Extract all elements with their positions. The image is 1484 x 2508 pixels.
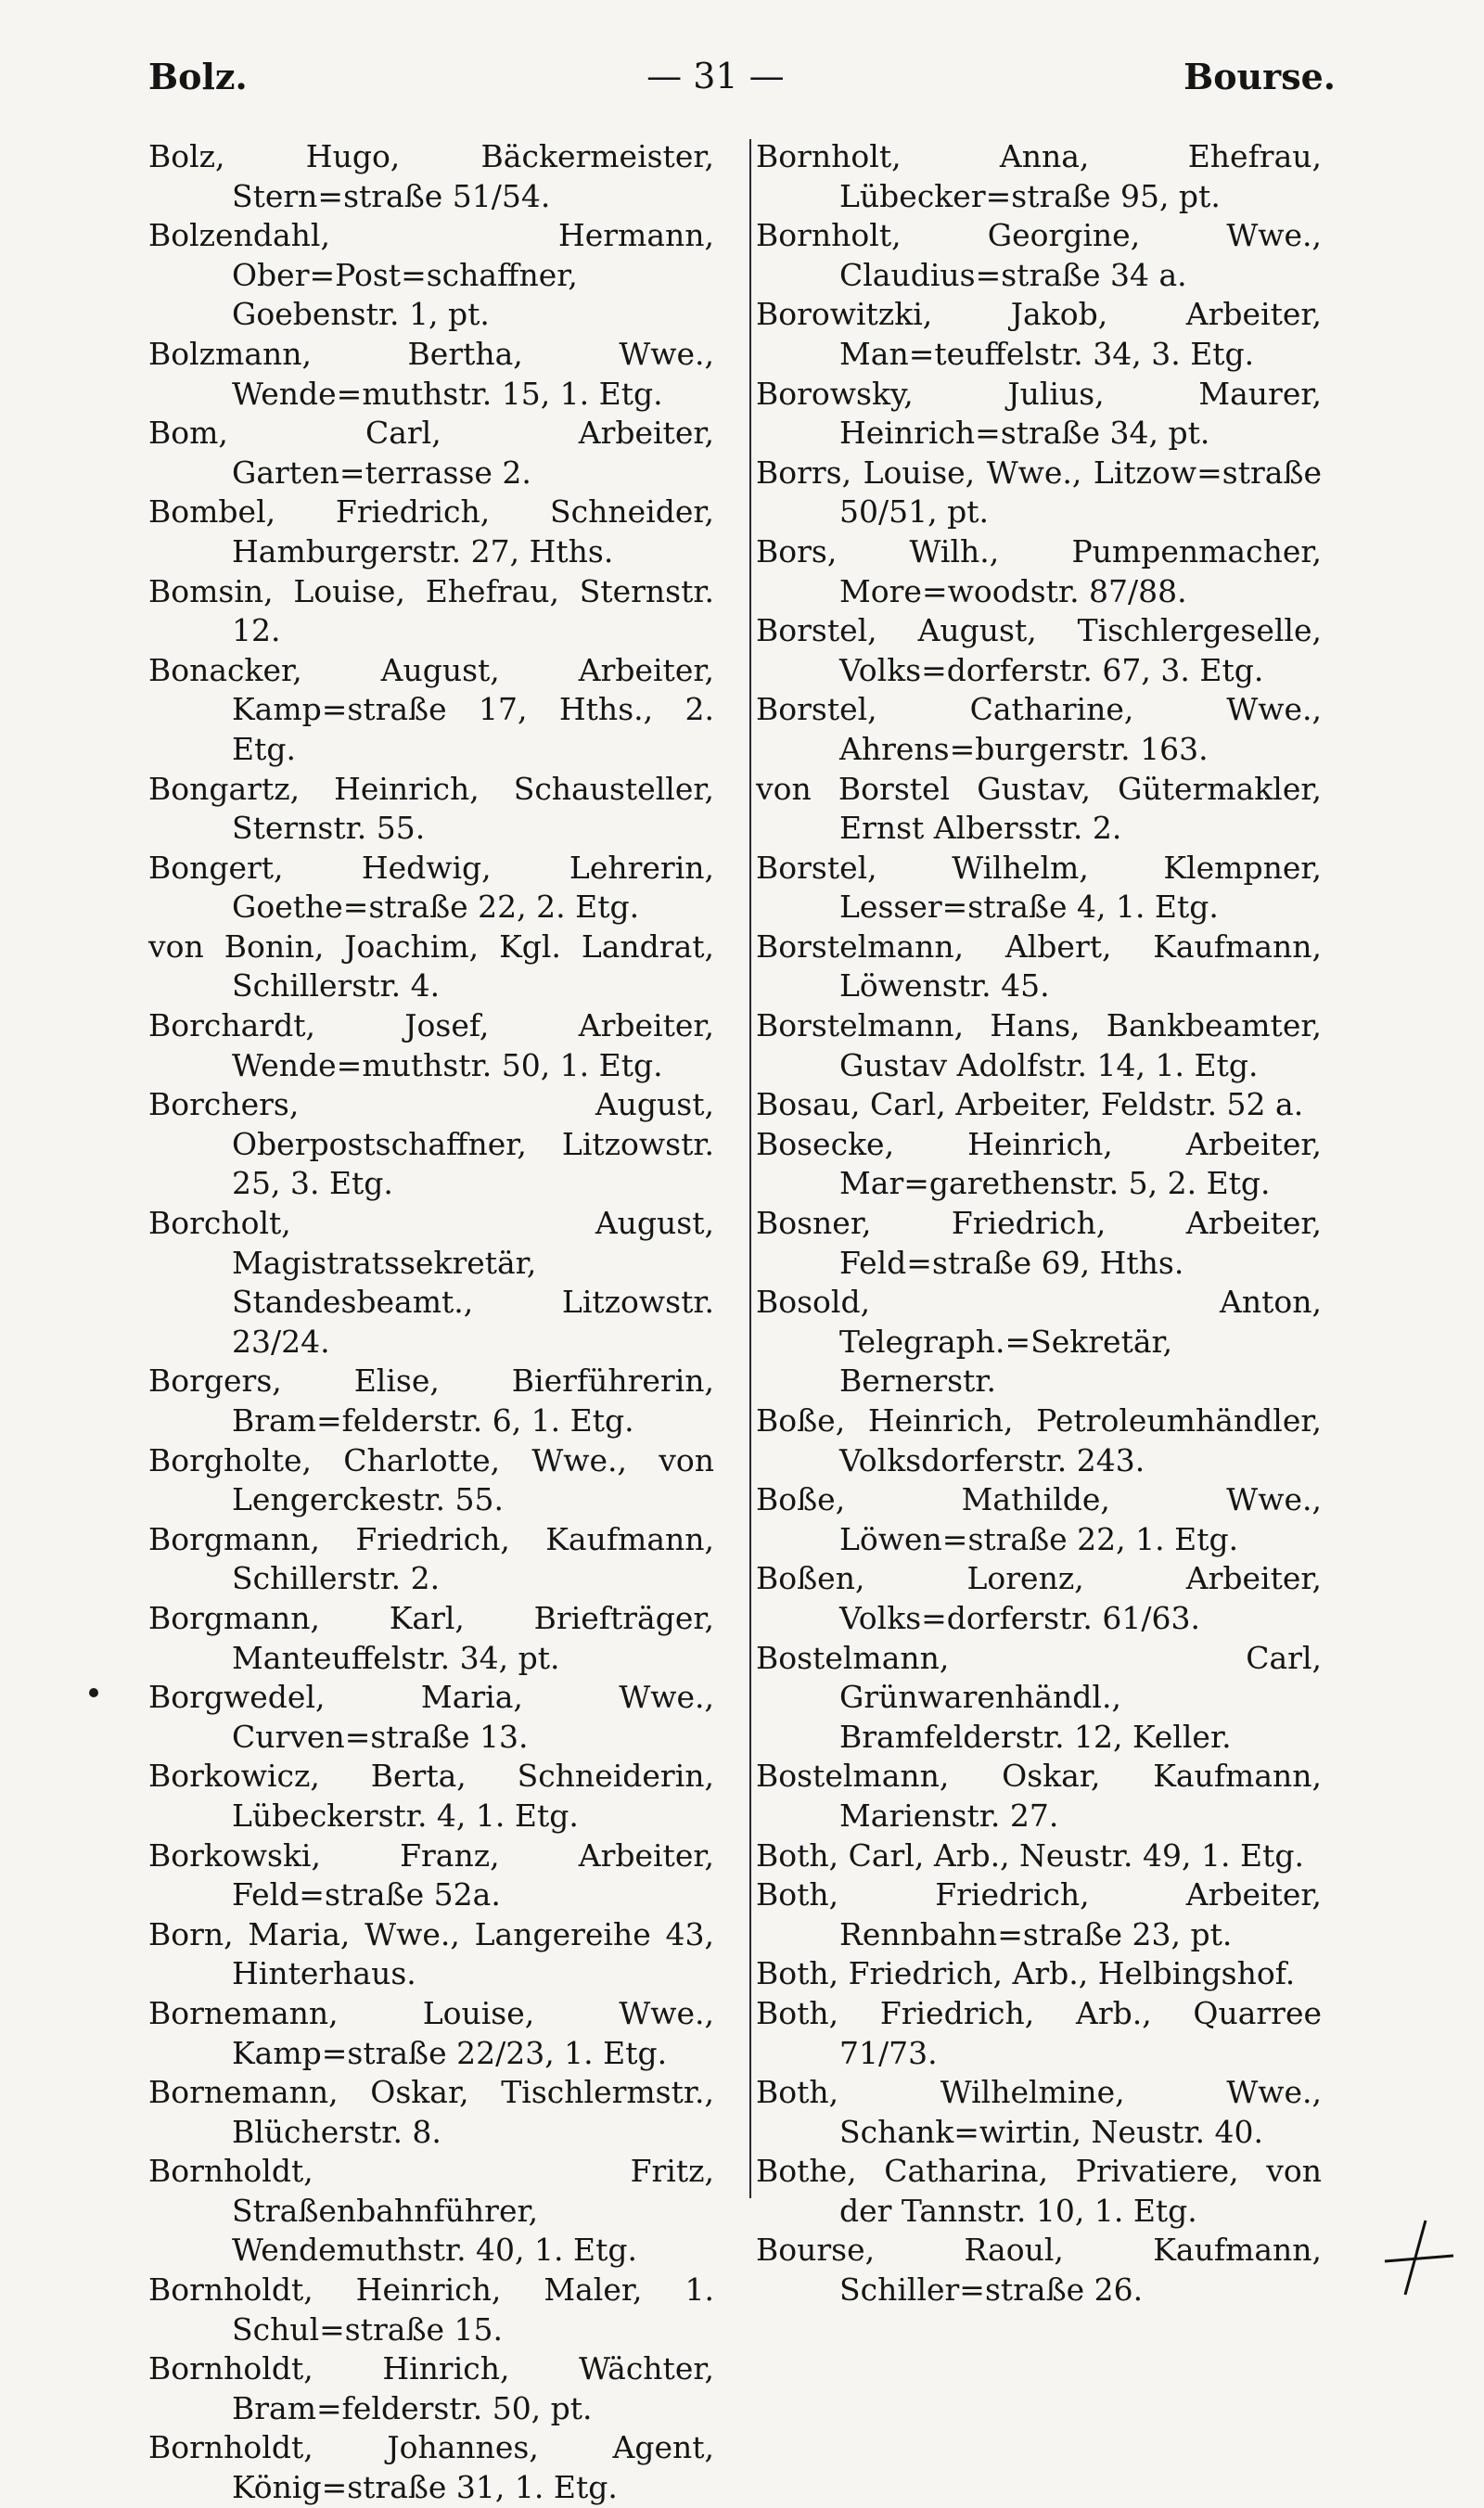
directory-entry: Bostelmann, Carl, Grünwarenhändl., Bramfelderstr. 12, Keller.: [756, 1639, 1322, 1755]
directory-entry: von Bonin, Joachim, Kgl. Landrat, Schillerstr. 4.: [148, 928, 714, 1004]
directory-entry: Boße, Mathilde, Wwe., Löwen=straße 22, 1. Etg.: [756, 1481, 1322, 1557]
directory-entry: Borgers, Elise, Bierführerin, Bram=felderstr. 6, 1. Etg.: [148, 1363, 714, 1439]
directory-entry: Bosau, Carl, Arbeiter, Feldstr. 52 a.: [756, 1086, 1304, 1123]
column-divider: [749, 139, 751, 2198]
directory-entry: Borstelmann, Hans, Bankbeamter, Gustav Adolfstr. 14, 1. Etg.: [756, 1007, 1322, 1083]
directory-entry: Bornholt, Anna, Ehefrau, Lübecker=straße 95, pt.: [756, 138, 1322, 214]
directory-entry: Borstel, Catharine, Wwe., Ahrens=burgerstr. 163.: [756, 691, 1322, 767]
directory-entry: Bornholdt, Johannes, Agent, König=straße 31, 1. Etg.: [148, 2429, 714, 2506]
directory-entry: Bornholdt, Hinrich, Wächter, Bram=felderstr. 50, pt.: [148, 2350, 714, 2426]
directory-entry: Boßen, Lorenz, Arbeiter, Volks=dorferstr. 61/63.: [756, 1560, 1322, 1636]
directory-entry: Borgholte, Charlotte, Wwe., von Lengerckestr. 55.: [148, 1441, 714, 1518]
directory-entry: Bornholdt, Fritz, Straßenbahnführer, Wendemuthstr. 40, 1. Etg.: [148, 2153, 714, 2269]
right-column: [756, 137, 1322, 2310]
directory-entry: Borkowski, Franz, Arbeiter, Feld=straße 52a.: [148, 1836, 714, 1913]
directory-entry: Borstel, August, Tischlergeselle, Volks=dorferstr. 67, 3. Etg.: [756, 612, 1322, 688]
directory-entry: Borchers, August, Oberpostschaffner, Litzowstr. 25, 3. Etg.: [148, 1086, 714, 1202]
directory-entry: Borrs, Louise, Wwe., Litzow=straße 50/51, pt.: [756, 454, 1322, 531]
directory-entry: Bornholdt, Heinrich, Maler, 1. Schul=straße 15.: [148, 2271, 714, 2348]
directory-entry: Both, Wilhelmine, Wwe., Schank=wirtin, Neustr. 40.: [756, 2074, 1322, 2150]
directory-entry: Bornemann, Oskar, Tischlermstr., Blücherstr. 8.: [148, 2074, 714, 2150]
header-right-keyword: Bourse.: [1183, 55, 1336, 97]
directory-entry: Bors, Wilh., Pumpenmacher, More=woodstr. 87/88.: [756, 532, 1322, 609]
handwritten-cross-mark: [1377, 2217, 1461, 2300]
directory-entry: Bongartz, Heinrich, Schausteller, Sternstr. 55.: [148, 770, 714, 847]
directory-entry: Bostelmann, Oskar, Kaufmann, Marienstr. 27.: [756, 1758, 1322, 1834]
directory-entry: Both, Friedrich, Arbeiter, Rennbahn=straße 23, pt.: [756, 1876, 1322, 1952]
directory-entry: Bosecke, Heinrich, Arbeiter, Mar=garethenstr. 5, 2. Etg.: [756, 1125, 1322, 1202]
directory-entry: Bornemann, Louise, Wwe., Kamp=straße 22/23, 1. Etg.: [148, 1994, 714, 2071]
directory-entry: Bom, Carl, Arbeiter, Garten=terrasse 2.: [148, 415, 714, 491]
directory-entry: Bosold, Anton, Telegraph.=Sekretär, Bernerstr.: [756, 1284, 1322, 1400]
directory-entry: Boße, Heinrich, Petroleumhändler, Volksdorferstr. 243.: [756, 1402, 1322, 1478]
directory-entry: Bolzendahl, Hermann, Ober=Post=schaffner, Goebenstr. 1, pt.: [148, 217, 714, 333]
directory-entry: Bolzmann, Bertha, Wwe., Wende=muthstr. 15, 1. Etg.: [148, 335, 714, 412]
directory-entry: Borkowicz, Berta, Schneiderin, Lübeckerstr. 4, 1. Etg.: [148, 1758, 714, 1834]
directory-entry: Bosner, Friedrich, Arbeiter, Feld=straße 69, Hths.: [756, 1205, 1322, 1281]
directory-entry: Bourse, Raoul, Kaufmann, Schiller=straße 26.: [756, 2232, 1322, 2309]
directory-entry: Bomsin, Louise, Ehefrau, Sternstr. 12.: [148, 572, 714, 649]
directory-entry: Bolz, Hugo, Bäckermeister, Stern=straße 51/54.: [148, 138, 714, 214]
directory-entry: Born, Maria, Wwe., Langereihe 43, Hinterhaus.: [148, 1915, 714, 1992]
page-number: — 31 —: [646, 56, 785, 96]
ink-dot-mark: [89, 1688, 98, 1697]
header-left-keyword: Bolz.: [148, 55, 248, 97]
directory-entry: Borgmann, Karl, Briefträger, Manteuffelstr. 34, pt.: [148, 1599, 714, 1676]
directory-entry: Borowsky, Julius, Maurer, Heinrich=straße 34, pt.: [756, 375, 1322, 452]
directory-entry: Bothe, Catharina, Privatiere, von der Tannstr. 10, 1. Etg.: [756, 2153, 1322, 2229]
directory-entry: Both, Friedrich, Arb., Helbingshof.: [756, 1955, 1296, 1992]
directory-entry: Borgmann, Friedrich, Kaufmann, Schillerstr. 2.: [148, 1520, 714, 1597]
directory-entry: Bornholt, Georgine, Wwe., Claudius=straße 34 a.: [756, 217, 1322, 293]
directory-entry: Borgwedel, Maria, Wwe., Curven=straße 13.: [148, 1679, 714, 1755]
directory-entry: Bongert, Hedwig, Lehrerin, Goethe=straße 22, 2. Etg.: [148, 849, 714, 926]
left-column: [148, 137, 714, 2508]
directory-entry: Borcholt, August, Magistratssekretär, Standesbeamt., Litzowstr. 23/24.: [148, 1205, 714, 1360]
page-header: [148, 48, 1336, 104]
directory-entry: von Borstel Gustav, Gütermakler, Ernst Albersstr. 2.: [756, 770, 1322, 847]
directory-entry: Borowitzki, Jakob, Arbeiter, Man=teuffelstr. 34, 3. Etg.: [756, 296, 1322, 372]
directory-entry: Both, Carl, Arb., Neustr. 49, 1. Etg.: [756, 1836, 1304, 1874]
directory-entry: Both, Friedrich, Arb., Quarree 71/73.: [756, 1994, 1322, 2071]
directory-entry: Borstel, Wilhelm, Klempner, Lesser=straße 4, 1. Etg.: [756, 849, 1322, 926]
directory-entry: Bombel, Friedrich, Schneider, Hamburgerstr. 27, Hths.: [148, 493, 714, 569]
directory-entry: Borchardt, Josef, Arbeiter, Wende=muthstr. 50, 1. Etg.: [148, 1007, 714, 1083]
directory-entry: Borstelmann, Albert, Kaufmann, Löwenstr. 45.: [756, 928, 1322, 1004]
directory-entry: Bonacker, August, Arbeiter, Kamp=straße 17, Hths., 2. Etg.: [148, 651, 714, 767]
